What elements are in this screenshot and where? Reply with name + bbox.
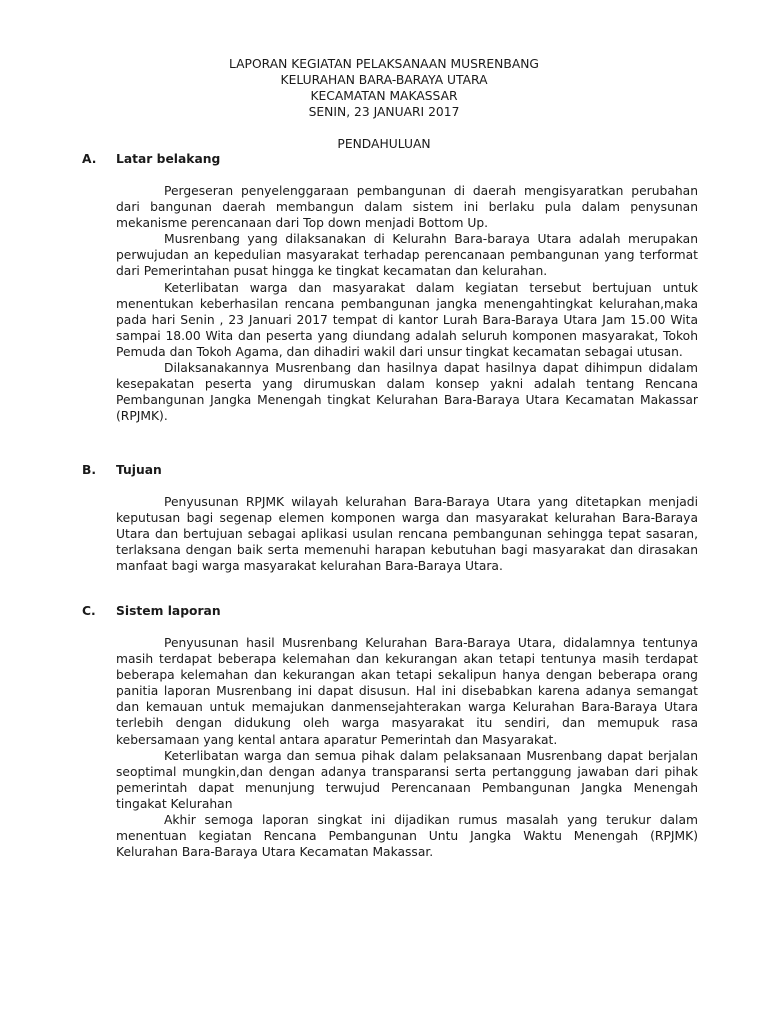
document-header xyxy=(0,56,768,120)
section-c-body xyxy=(116,635,698,860)
section-b-heading xyxy=(82,462,162,478)
header-kecamatan-line: KECAMATAN MAKASSAR xyxy=(310,89,458,103)
section-b-number: B. xyxy=(82,463,97,477)
paragraph: Akhir semoga laporan singkat ini dijadikan rumus masalah yang terukur dalam menentuan kegiatan Rencana Pembangunan Untu Jangka Waktu Menengah (RPJMK) Kelurahan Bara-Baraya Utara Kecamatan Makassar. xyxy=(116,813,698,860)
section-a-body xyxy=(116,183,698,424)
section-b-title: Tujuan xyxy=(116,463,162,477)
section-a-heading xyxy=(82,151,220,167)
header-kelurahan-line: KELURAHAN BARA-BARAYA UTARA xyxy=(280,73,488,87)
paragraph: Musrenbang yang dilaksanakan di Kelurahn Bara-baraya Utara adalah merupakan perwujudan an kepedulian masyarakat terhadap perencanaan pembangunan yang terformat dari Pemerintahan pusat hingga ke tingkat kecamatan dan kelurahan. xyxy=(116,232,698,279)
paragraph: Dilaksanakannya Musrenbang dan hasilnya dapat hasilnya dapat dihimpun didalam kesepakatan peserta yang dirumuskan dalam konsep yakni adalah tentang Rencana Pembangunan Jangka Menengah tingkat Kelurahan Bara-Baraya Utara Kecamatan Makassar (RPJMK). xyxy=(116,361,698,424)
section-c-number: C. xyxy=(82,604,96,618)
section-b-body xyxy=(116,494,698,574)
section-c-title: Sistem laporan xyxy=(116,604,221,618)
paragraph: Keterlibatan warga dan masyarakat dalam kegiatan tersebut bertujuan untuk menentukan keberhasilan rencana pembangunan jangka menengahtingkat kelurahan,maka pada hari Senin , 23 Januari 2017 tempat di kantor Lurah Bara-Baraya Utara Jam 15.00 Wita sampai 18.00 Wita dan peserta yang diundang adalah seluruh komponen masyarakat, Tokoh Pemuda dan Tokoh Agama, dan dihadiri wakil dari unsur tingkat kecamatan sebagai utusan. xyxy=(116,280,698,359)
header-title-line: LAPORAN KEGIATAN PELAKSANAAN MUSRENBANG xyxy=(229,57,539,71)
paragraph: Pergeseran penyelenggaraan pembangunan di daerah mengisyaratkan perubahan dari bangunan daerah membangun dalam sistem ini berlaku pula dalam penysunan mekanisme perencanaan dari Top down menjadi Bottom Up. xyxy=(116,184,698,231)
intro-title: PENDAHULUAN xyxy=(337,137,431,151)
paragraph: Penyusunan RPJMK wilayah kelurahan Bara-Baraya Utara yang ditetapkan menjadi keputusan bagi segenap elemen komponen warga dan masyarakat kelurahan Bara-Baraya Utara dan bertujuan sebagai aplikasi usulan rencana pembangunan sehingga tepat sasaran, terlaksana dengan baik serta memenuhi harapan kebutuhan bagi masyarakat dan dirasakan manfaat bagi warga masyarakat kelurahan Bara-Baraya Utara. xyxy=(116,495,698,574)
header-date-line: SENIN, 23 JANUARI 2017 xyxy=(308,105,460,119)
paragraph: Keterlibatan warga dan semua pihak dalam pelaksanaan Musrenbang dapat berjalan seoptimal mungkin,dan dengan adanya transparansi serta pertanggung jawaban dari pihak pemerintah dapat menunjung terwujud Perencanaan Pembangunan Jangka Menengah tingakat Kelurahan xyxy=(116,748,698,811)
section-a-number: A. xyxy=(82,152,97,166)
section-a-title: Latar belakang xyxy=(116,152,221,166)
section-c-heading xyxy=(82,603,221,619)
paragraph: Penyusunan hasil Musrenbang Kelurahan Bara-Baraya Utara, didalamnya tentunya masih terdapat beberapa kelemahan dan kekurangan akan tetapi tentunya masih terdapat beberapa kelemahan dan kekurangan akan tetapi sekalipun hanya dengan beberapa orang panitia laporan Musrenbang ini dapat disusun. Hal ini disebabkan karena adanya semangat dan kemauan untuk memajukan danmensejahterakan warga Kelurahan Bara-Baraya Utara terlebih dengan didukung oleh warga masyarakat itu sendiri, dan memupuk rasa kebersamaan yang kental antara aparatur Pemerintah dan Masyarakat. xyxy=(116,636,698,747)
